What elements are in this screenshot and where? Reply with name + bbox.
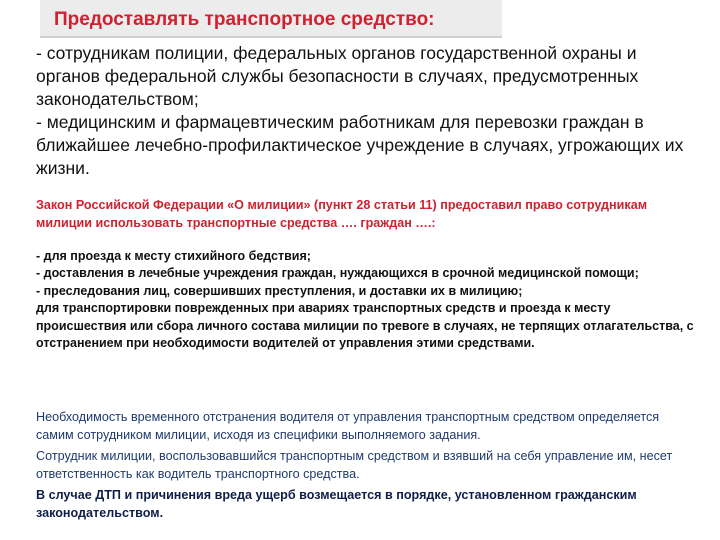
page-title: Предоставлять транспортное средство: — [54, 9, 435, 30]
intro-section — [36, 42, 686, 180]
list-item: - доставления в лечебные учреждения граждан, нуждающихся в срочной медицинской помощи; — [36, 266, 639, 281]
rights-list — [36, 248, 696, 352]
final-note: В случае ДТП и причинения вреда ущерб возмещается в порядке, установленном гражданским законодательством. — [36, 488, 637, 520]
notes-section — [36, 409, 696, 527]
list-item: - для проезда к месту стихийного бедствия; — [36, 249, 311, 263]
list-item: для транспортировки поврежденных при авариях транспортных средств и проезда к месту происшествия или сбора личного состава милиции по тревоге в случаях, не терпящих отлагательства, с отстранением при необходимости водителей от управления этими средствами. — [36, 301, 694, 351]
intro-item-security: - сотрудникам полиции, федеральных органов государственной охраны и органов федеральной службы безопасности в случаях, предусмотренных законодательством; — [36, 43, 639, 109]
intro-item-medical: - медицинским и фармацевтическим работникам для перевозки граждан в ближайшее лечебно-профилактическое учреждение в случаях, угрожающих их жизни. — [36, 112, 684, 178]
list-item: - преследования лиц, совершивших преступления, и доставки их в милицию; — [36, 283, 523, 298]
note-paragraph: Сотрудник милиции, воспользовавшийся транспортным средством и взявший на себя управление им, несет ответственность как водитель транспортного средства. — [36, 449, 673, 481]
law-reference — [36, 196, 696, 232]
law-text: Закон Российской Федерации «О милиции» (пункт 28 статьи 11) предоставил право сотрудникам милиции использовать транспортные средства …. граждан ….: — [36, 198, 648, 230]
note-paragraph: Необходимость временного отстранения водителя от управления транспортным средством определяется самим сотрудником милиции, исходя из специфики выполняемого задания. — [36, 410, 660, 442]
